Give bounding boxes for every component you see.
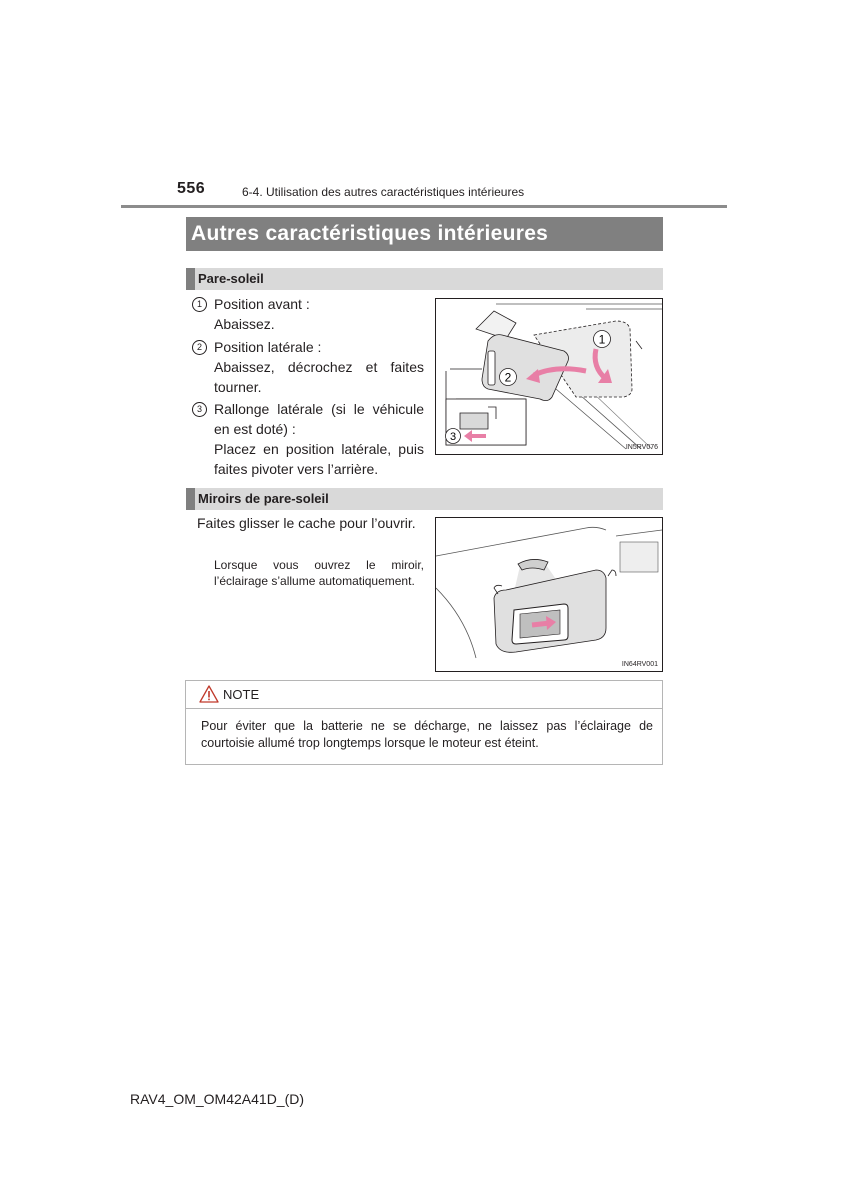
note-text: Pour éviter que la batterie ne se décharge, ne laissez pas l’éclairage de courtoisie allumé trop longtemps lorsque le moteur est éteint. — [201, 719, 653, 750]
section-heading-vanity-mirror: Miroirs de pare-soleil — [186, 488, 663, 510]
list-item — [192, 337, 424, 397]
circled-number: 2 — [192, 340, 207, 355]
item-detail: Abaissez. — [214, 316, 275, 332]
list-item — [192, 399, 424, 479]
figure-code: IN64RV001 — [621, 661, 658, 668]
section-heading-sun-visor: Pare-soleil — [186, 268, 663, 290]
item-detail: Placez en position latérale, puis faites pivoter vers l’arrière. — [214, 441, 424, 477]
figure-callout: 3 — [449, 431, 457, 443]
vanity-mirror-note: Lorsque vous ouvrez le miroir, l’éclairage s’allume automatiquement. — [214, 558, 424, 588]
circled-number: 1 — [192, 297, 207, 312]
figure-callout: 2 — [504, 370, 512, 385]
list-item — [192, 294, 424, 334]
vanity-mirror-illustration — [436, 518, 662, 671]
circled-number: 3 — [192, 402, 207, 417]
vanity-mirror-instructions: Faites glisser le cache pour l’ouvrir. — [197, 515, 416, 531]
item-detail: Abaissez, décrochez et faites tourner. — [214, 359, 424, 395]
page-title: Autres caractéristiques intérieures — [186, 217, 663, 251]
document-code: RAV4_OM_OM42A41D_(D) — [130, 1091, 305, 1107]
figure-code: IN5RV076 — [625, 444, 658, 451]
note-header — [186, 681, 662, 709]
page-number: 556 — [177, 180, 206, 197]
vanity-mirror-figure — [435, 517, 663, 672]
warning-triangle-icon — [199, 685, 219, 708]
chapter-title: 6-4. Utilisation des autres caractéristiques intérieures — [242, 185, 525, 199]
item-label: Position latérale : — [214, 339, 322, 355]
item-label: Position avant : — [214, 296, 310, 312]
note-box — [185, 680, 663, 765]
header-divider — [121, 205, 727, 208]
sun-visor-figure — [435, 298, 663, 455]
item-label: Rallonge latérale (si le véhicule en est doté) : — [214, 401, 424, 437]
sun-visor-illustration — [436, 299, 662, 454]
figure-callout: 1 — [598, 332, 606, 347]
note-title: NOTE — [223, 687, 260, 702]
